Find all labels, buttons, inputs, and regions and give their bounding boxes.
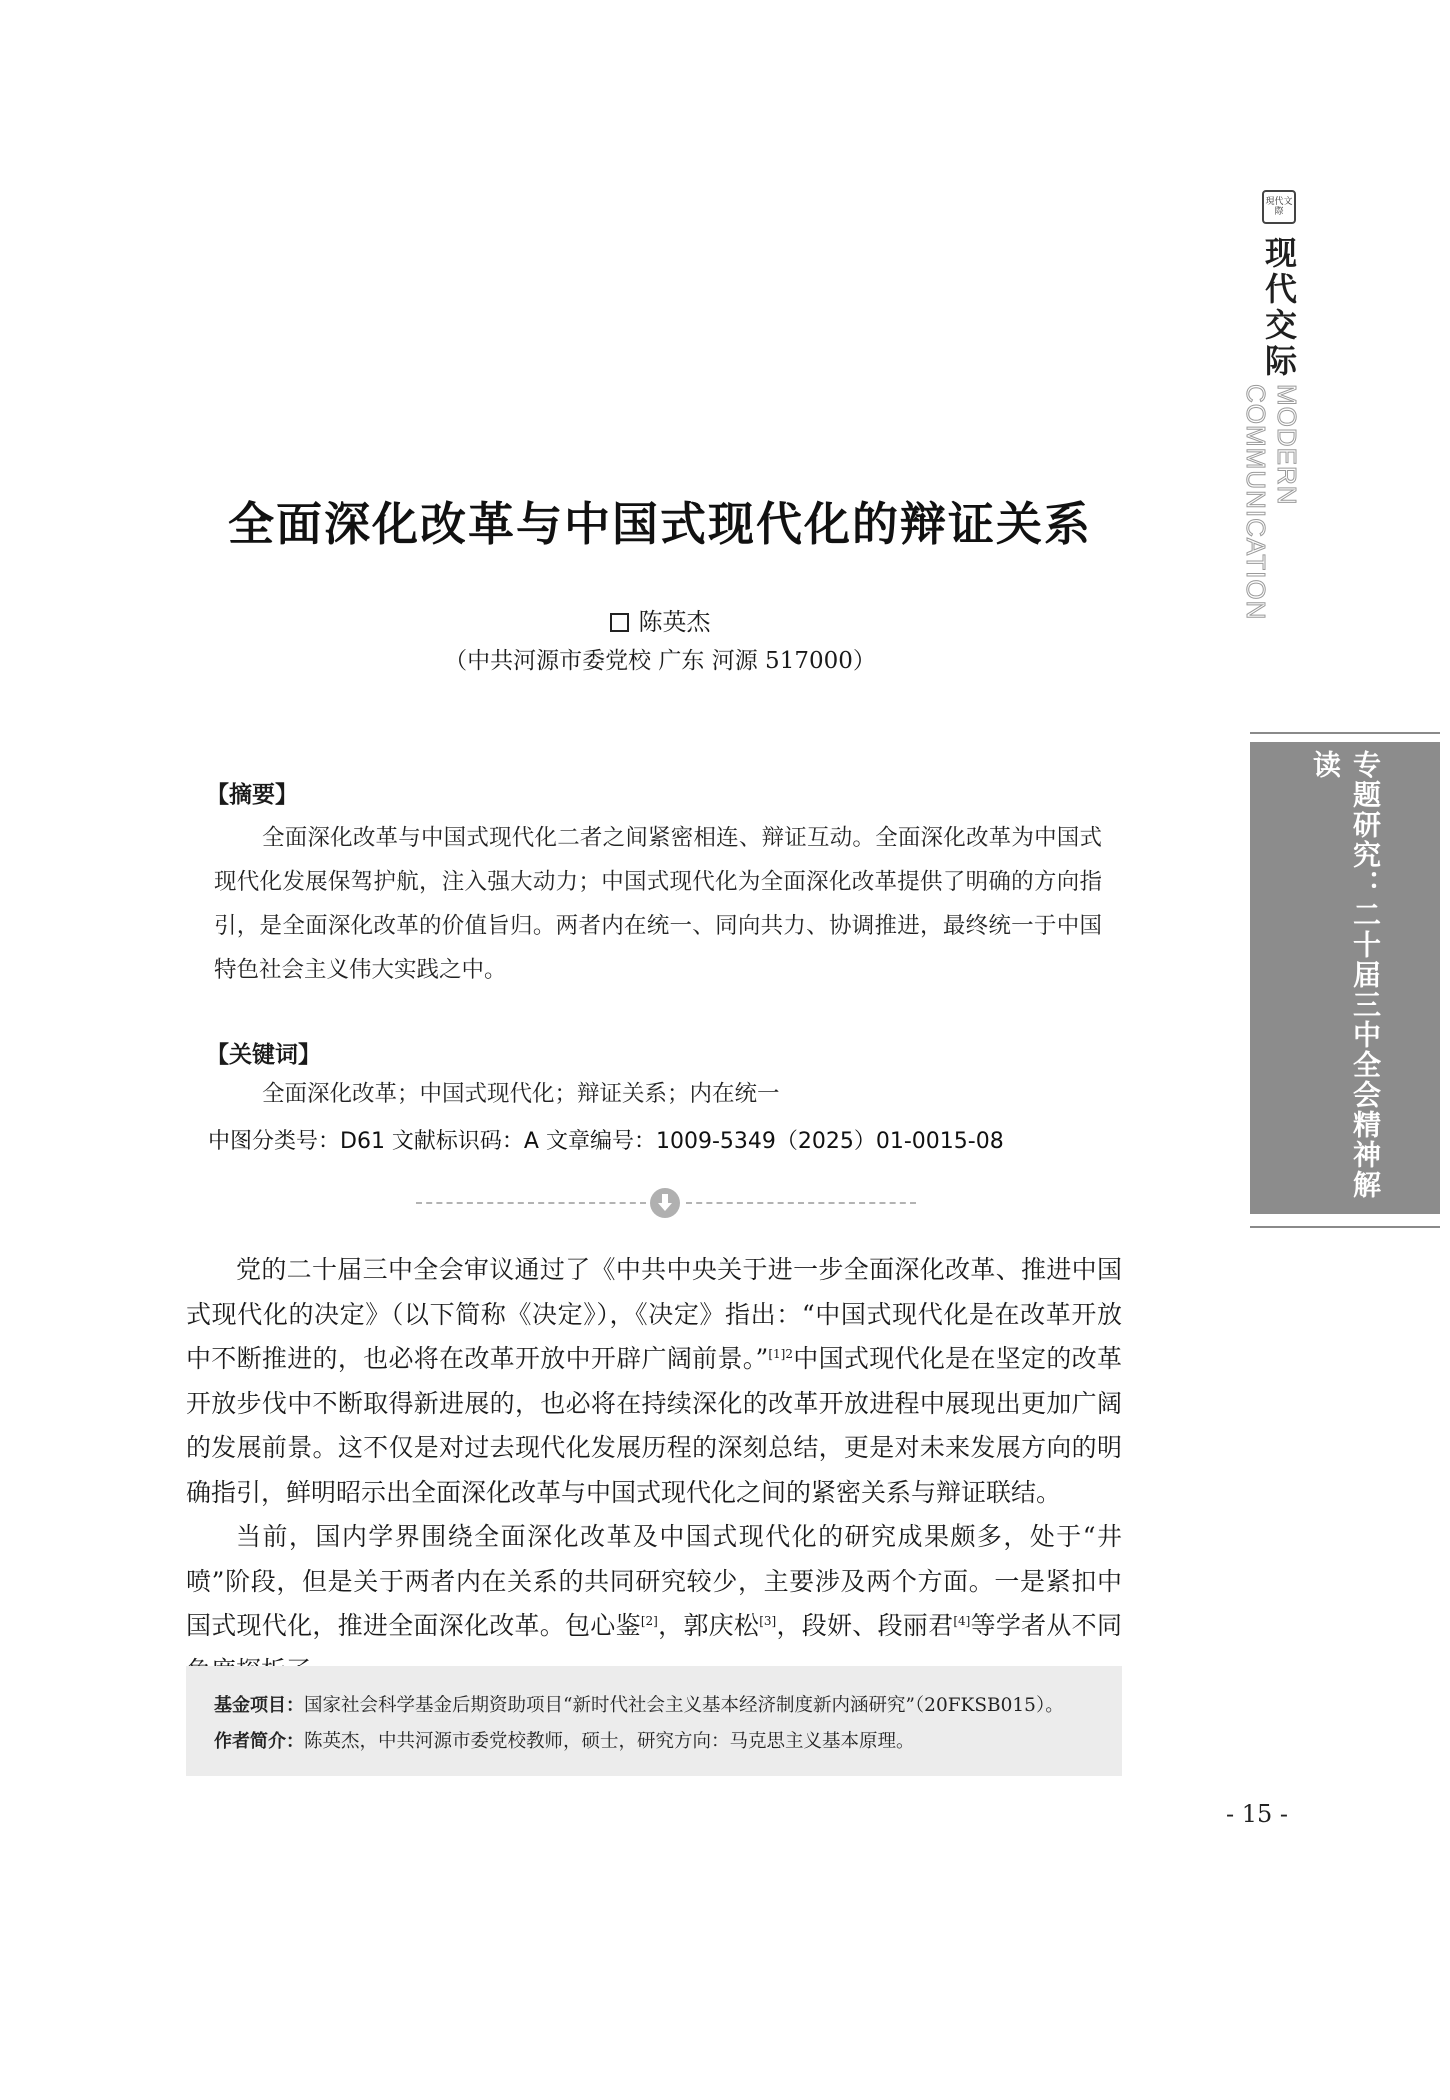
citation-ref: [4] <box>953 1614 971 1628</box>
fund-label: 基金项目： <box>214 1695 304 1716</box>
citation-ref: [3] <box>759 1614 777 1628</box>
section-divider <box>416 1188 916 1218</box>
body-paragraph-1 <box>186 1248 1122 1515</box>
body-p2-text-a: 当前，国内学界围绕全面深化改革及中国式现代化的研究成果颇多，处于“井喷”阶段，但是关于两者内在关系的共同研究较少，主要涉及两个方面。一是紧扣中国式现代化，推进全面深化改革。包心鉴 <box>186 1522 1122 1640</box>
abstract-text: 全面深化改革与中国式现代化二者之间紧密相连、辩证互动。全面深化改革为中国式现代化发展保驾护航，注入强大动力；中国式现代化为全面深化改革提供了明确的方向指引，是全面深化改革的价值旨归。两者内在统一、同向共力、协调推进，最终统一于中国特色社会主义伟大实践之中。 <box>214 825 1102 983</box>
citation-ref: [1]2 <box>768 1347 793 1361</box>
fund-text: 国家社会科学基金后期资助项目“新时代社会主义基本经济制度新内涵研究”（20FKSB015）。 <box>304 1695 1064 1716</box>
author-bio-text: 陈英杰，中共河源市委党校教师，硕士，研究方向：马克思主义基本原理。 <box>304 1731 915 1752</box>
author-line <box>180 602 1140 637</box>
margin-rule-top <box>1250 732 1440 734</box>
classification-line: 中图分类号：D61 文献标识码：A 文章编号：1009-5349（2025）01-0015-08 <box>208 1129 1004 1154</box>
body-p1-text-b: 中国式现代化是在坚定的改革开放步伐中不断取得新进展的，也必将在持续深化的改革开放进程中展现出更加广阔的发展前景。这不仅是对过去现代化发展历程的深刻总结，更是对未来发展方向的明确指引，鲜明昭示出全面深化改革与中国式现代化之间的紧密关系与辩证联结。 <box>186 1344 1122 1507</box>
divider-line-left <box>416 1202 646 1204</box>
download-arrow-icon <box>650 1188 680 1218</box>
column-tab-label: 专题研究：二十届三中全会精神解读 <box>1309 750 1382 1200</box>
author-name: 陈英杰 <box>638 608 711 636</box>
body-p2-text-d: 等学者从不同 <box>970 1611 1122 1640</box>
author-box-icon <box>610 613 629 632</box>
journal-logo: 現代文際 <box>1262 190 1296 224</box>
author-bio-label: 作者简介： <box>214 1731 304 1752</box>
footnote-box <box>186 1666 1122 1776</box>
article-title: 全面深化改革与中国式现代化的辩证关系 <box>228 497 1092 551</box>
column-tab <box>1250 742 1440 1214</box>
body-p2-text-c: ，段妍、段丽君 <box>776 1611 954 1640</box>
fund-line <box>214 1688 1098 1724</box>
keywords-text: 全面深化改革；中国式现代化；辩证关系；内在统一 <box>262 1081 780 1107</box>
body-p1-text-a: 党的二十届三中全会审议通过了《中共中央关于进一步全面深化改革、推进中国式现代化的决定》（以下简称《决定》），《决定》指出：“中国式现代化是在改革开放中不断推进的，也必将在改革开放中开辟广阔前景。” <box>186 1255 1122 1373</box>
citation-ref: [2] <box>640 1614 658 1628</box>
divider-line-right <box>686 1202 916 1204</box>
body-text <box>186 1248 1122 1693</box>
abstract-heading: 【摘要】 <box>206 782 298 808</box>
journal-name-en: MODERN COMMUNICATION <box>1241 384 1302 621</box>
body-p2-text-b: ，郭庆松 <box>657 1611 760 1640</box>
author-affiliation: （中共河源市委党校 广东 河源 517000） <box>444 648 876 674</box>
page-number: - 15 - <box>1226 1800 1289 1828</box>
keywords-heading: 【关键词】 <box>206 1042 321 1068</box>
journal-name-cn: 现代交际 <box>1260 236 1298 380</box>
margin-rule-bottom <box>1250 1226 1440 1228</box>
author-bio-line <box>214 1724 1098 1760</box>
